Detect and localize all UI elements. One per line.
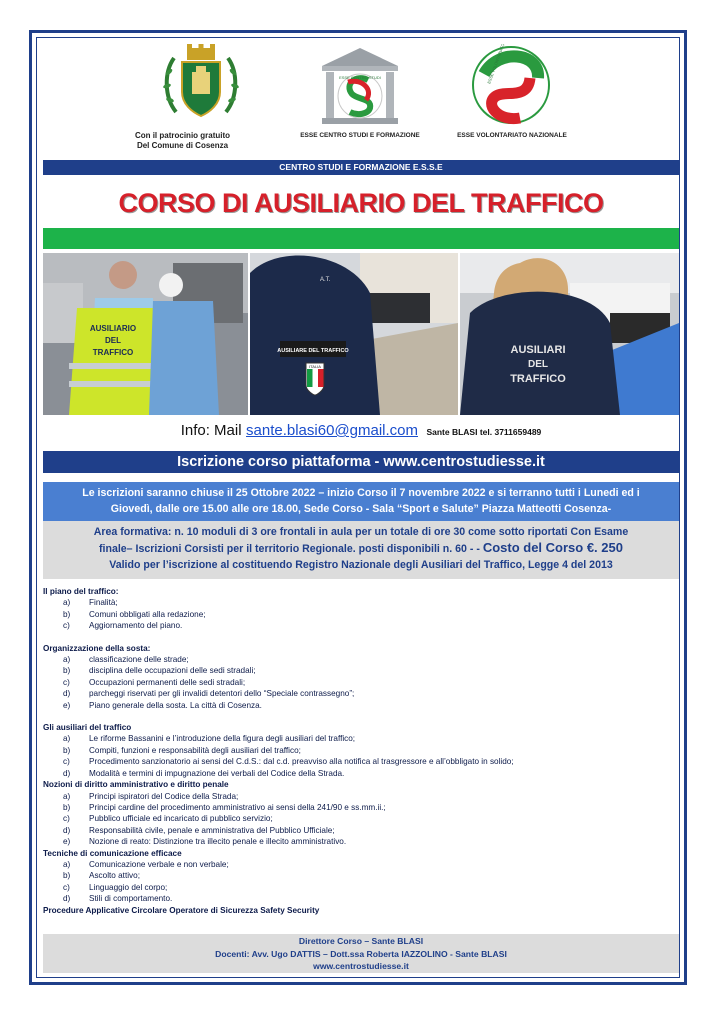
list-item <box>43 733 679 744</box>
list-item <box>43 700 679 711</box>
details-line2 <box>43 540 679 557</box>
list-text: parcheggi riservati per gli invalidi detentori dello “Speciale contrassegno”; <box>89 689 355 699</box>
list-letter: b) <box>63 609 71 619</box>
list-letter: d) <box>63 768 71 778</box>
dates-box <box>43 482 679 523</box>
footer-director: Direttore Corso – Sante BLASI <box>298 936 424 946</box>
list-text: Le riforme Bassanini e l’introduzione della figura degli ausiliari del traffico; <box>89 734 356 744</box>
green-divider <box>43 228 679 249</box>
list-letter: c) <box>63 882 70 892</box>
logo1-caption-line1: Con il patrocinio gratuito <box>134 131 231 140</box>
list-letter: a) <box>63 655 71 665</box>
logo1-caption <box>120 131 245 151</box>
section-title-piano-traffico: Il piano del traffico: <box>43 587 119 596</box>
course-title: CORSO DI AUSILIARIO DEL TRAFFICO <box>118 188 604 218</box>
list-letter: e) <box>63 700 71 710</box>
section-title-diritto: Nozioni di diritto amministrativo e diritto penale <box>43 780 229 790</box>
list-text: Ascolto attivo; <box>89 871 140 881</box>
flag-text: ITALIA <box>309 364 321 369</box>
list-item <box>43 665 679 676</box>
course-cost: Costo del Corso €. 250 <box>482 540 623 555</box>
logo3-caption: ESSE VOLONTARIATO NAZIONALE <box>457 132 567 139</box>
list-item <box>43 620 679 631</box>
details-line1: Area formativa: n. 10 moduli di 3 ore frontali in aula per un totale di ore 30 come sotto riportati Con Esame <box>93 526 629 538</box>
list-text: Stili di comportamento. <box>89 894 173 904</box>
info-contact: Sante BLASI tel. 3711659489 <box>426 427 542 437</box>
list-item <box>43 836 679 847</box>
footer-box <box>43 934 679 973</box>
footer-website[interactable]: www.centrostudiesse.it <box>313 961 409 971</box>
list-text: Comuni obbligati alla redazione; <box>89 609 206 619</box>
vest-text-line3: TRAFFICO <box>92 348 134 357</box>
dates-line1: Le iscrizioni saranno chiuse il 25 Ottobre 2022 – inizio Corso il 7 novembre 2022 e si terranno tutti i Lunedi ed i <box>82 487 640 499</box>
list-letter: e) <box>63 837 71 847</box>
list-item <box>43 654 679 665</box>
list-text: disciplina delle occupazioni delle sedi stradali; <box>89 666 256 676</box>
list-letter: c) <box>63 814 70 824</box>
back-text-line3: TRAFFICO <box>510 373 566 385</box>
back-text-line1: AUSILIARI <box>510 344 566 356</box>
photo-vest-officers <box>43 253 248 415</box>
list-letter: d) <box>63 825 71 835</box>
list-item <box>43 813 679 824</box>
list-letter: d) <box>63 894 71 904</box>
list-letter: c) <box>63 677 70 687</box>
back-text-line2: DEL <box>528 359 548 370</box>
footer-teachers: Docenti: Avv. Ugo DATTIS – Dott.ssa Roberta IAZZOLINO - Sante BLASI <box>215 948 507 959</box>
list-item <box>43 791 679 802</box>
list-letter: b) <box>63 802 71 812</box>
list-letter: a) <box>63 734 71 744</box>
list-text: Nozione di reato: Distinzione tra illecito penale e illecito amministrativo. <box>89 837 347 847</box>
list-text: Principi ispiratori del Codice della Strada; <box>89 791 239 801</box>
list-item <box>43 677 679 688</box>
list-text: Principi cardine del procedimento amministrativo ai sensi della 241/90 e ss.mm.ii.; <box>89 802 386 812</box>
list-item <box>43 756 679 767</box>
list-text: Occupazioni permanenti delle sedi stradali; <box>89 677 246 687</box>
esse-volontariato-logo <box>470 44 552 126</box>
list-item <box>43 825 679 836</box>
list-text: Modalità e termini di impugnazione dei verbali del Codice della Strada. <box>89 768 345 778</box>
list-item <box>43 882 679 893</box>
section-title-comunicazione: Tecniche di comunicazione efficace <box>43 848 182 858</box>
photo-back-ausiliari <box>460 253 679 415</box>
details-line2-text: finale– Iscrizioni Corsisti per il territorio Regionale. posti disponibili n. 60 - - <box>99 543 483 555</box>
list-text: Responsabilità civile, penale e amministrativa del Pubblico Ufficiale; <box>89 825 335 835</box>
photo-uniform-shoulder <box>250 253 458 415</box>
list-text: Procedimento sanzionatorio ai sensi del C.d.S.: dal c.d. preavviso alla notifica al trasgressore e all’obbligato in solido; <box>89 757 514 767</box>
list-letter: a) <box>63 859 71 869</box>
dates-line2: Giovedì, dalle ore 15.00 alle ore 18.00, Sede Corso - Sala “Sport e Salute” Piazza Matteotti Cosenza- <box>110 503 612 515</box>
list-item <box>43 609 679 620</box>
list-text: Compiti, funzioni e responsabilità degli ausiliari del traffico; <box>89 745 301 755</box>
cosenza-crest-logo <box>160 42 242 124</box>
info-label: Info: Mail <box>180 422 242 439</box>
list-text: Piano generale della sosta. La città di Cosenza. <box>89 700 262 710</box>
list-letter: c) <box>63 757 70 767</box>
list-letter: d) <box>63 689 71 699</box>
vest-text-line1: AUSILIARIO <box>89 324 137 333</box>
list-text: Pubblico ufficiale ed incaricato di pubblico servizio; <box>89 814 273 824</box>
section-title-sosta: Organizzazione della sosta: <box>43 643 151 653</box>
logo1-caption-line2: Del Comune di Cosenza <box>136 141 229 150</box>
details-box <box>43 521 679 579</box>
centro-studi-banner: CENTRO STUDI E FORMAZIONE E.S.S.E <box>43 160 679 175</box>
email-link[interactable]: sante.blasi60@gmail.com <box>246 422 418 439</box>
list-item <box>43 597 679 608</box>
list-letter: a) <box>63 791 71 801</box>
list-item <box>43 768 679 779</box>
list-text: Finalità; <box>89 598 118 608</box>
logo2-arc-text: ESSE CENTRO STUDI <box>339 75 381 80</box>
list-letter: b) <box>63 666 71 676</box>
badge-text: AUSILIARE DEL TRAFFICO <box>277 348 349 354</box>
list-letter: c) <box>63 621 70 631</box>
esse-centro-studi-logo <box>318 44 402 128</box>
shoulder-text: A.T. <box>320 277 331 283</box>
course-program <box>43 586 679 916</box>
list-item <box>43 802 679 813</box>
list-letter: b) <box>63 871 71 881</box>
list-letter: a) <box>63 598 71 608</box>
registration-platform-bar: Iscrizione corso piattaforma - www.centrostudiesse.it <box>43 451 679 473</box>
logo2-caption: ESSE CENTRO STUDI E FORMAZIONE <box>300 132 420 139</box>
section-title-procedure: Procedure Applicative Circolare Operatore di Sicurezza Safety Security <box>43 905 320 915</box>
list-item <box>43 893 679 904</box>
list-text: Aggiornamento del piano. <box>89 621 183 631</box>
list-text: classificazione delle strade; <box>89 655 189 665</box>
details-line3: Valido per l’iscrizione al costituendo Registro Nazionale degli Ausiliari del Traffico, Legge 4 del 2013 <box>109 559 613 571</box>
info-line <box>43 422 679 440</box>
vest-text-line2: DEL <box>105 336 121 345</box>
list-text: Comunicazione verbale e non verbale; <box>89 859 229 869</box>
section-title-ausiliari: Gli ausiliari del traffico <box>43 723 132 733</box>
list-item <box>43 745 679 756</box>
photo-strip <box>43 253 679 415</box>
list-item <box>43 688 679 699</box>
list-text: Linguaggio del corpo; <box>89 882 168 892</box>
list-item <box>43 859 679 870</box>
list-letter: b) <box>63 745 71 755</box>
list-item <box>43 870 679 881</box>
